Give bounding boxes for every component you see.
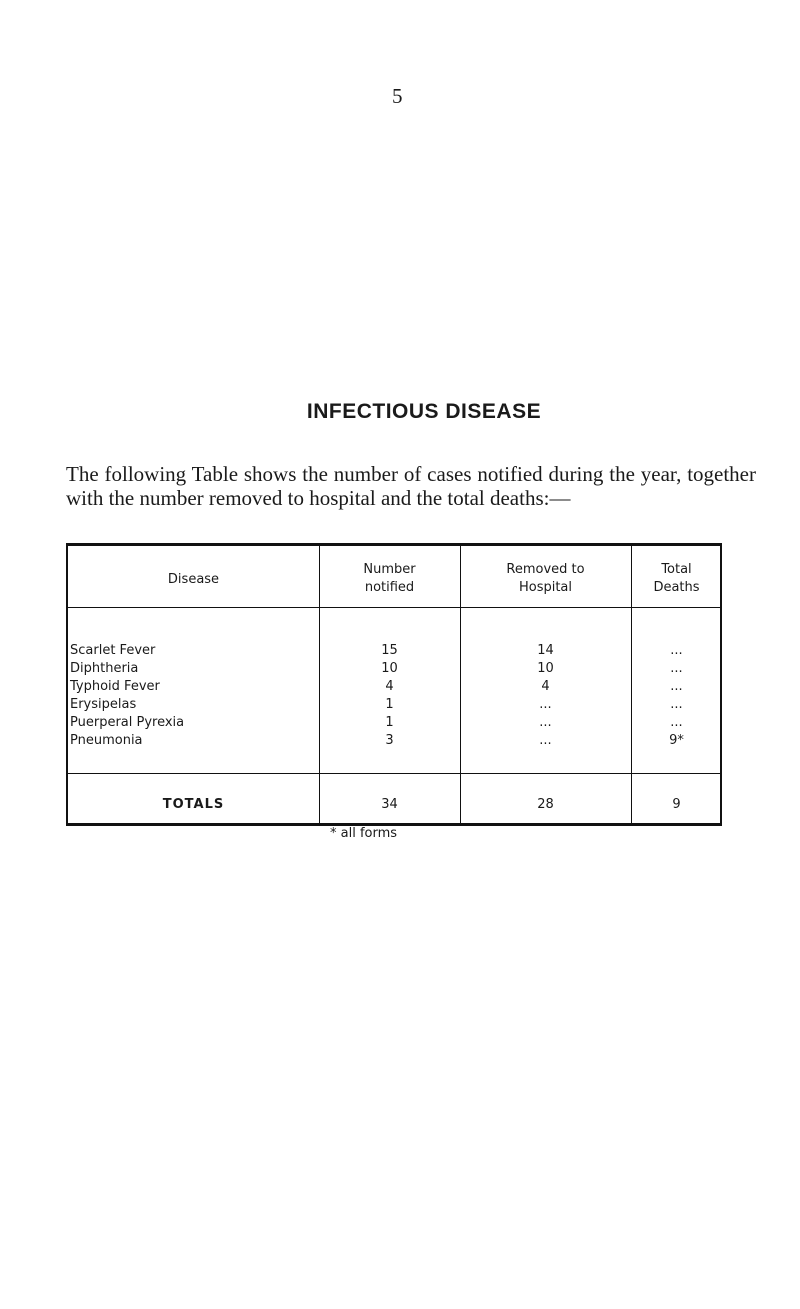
cell-deaths: ... [670,661,683,676]
header-disease: Disease [167,572,220,587]
cell-deaths: ... [670,679,683,694]
cell-removed: ... [539,697,552,712]
cell-deaths: ... [670,643,683,658]
header-removed [460,561,631,597]
cell-removed: 14 [537,643,554,658]
page-number: 5 [392,84,403,108]
cell-deaths: 9* [669,733,684,748]
cell-notified: 3 [385,733,394,748]
totals-divider [68,773,720,774]
header-removed-line1: Removed to [506,562,585,577]
cell-removed: ... [539,715,552,730]
header-divider [68,607,720,608]
header-deaths-line2: Deaths [653,580,700,595]
cell-deaths: ... [670,715,683,730]
cell-notified: 1 [385,697,394,712]
intro-paragraph: The following Table shows the number of cases notified during the year, together with the number removed to hospital and the total deaths:— [66,462,756,510]
cell-removed: 4 [541,679,550,694]
section-heading: INFECTIOUS DISEASE [306,400,542,423]
cell-disease: Pneumonia [70,733,143,748]
cell-disease: Puerperal Pyrexia [70,715,185,730]
header-removed-line2: Hospital [518,580,573,595]
footnote: * all forms [330,826,398,841]
cell-disease: Erysipelas [70,697,137,712]
cell-removed: ... [539,733,552,748]
totals-removed: 28 [537,797,554,812]
cell-disease: Scarlet Fever [70,643,156,658]
cell-notified: 4 [385,679,394,694]
infectious-disease-table [66,543,722,826]
cell-notified: 10 [381,661,398,676]
header-notified [319,561,460,597]
header-deaths [631,561,722,597]
cell-disease: Typhoid Fever [70,679,160,694]
cell-notified: 15 [381,643,398,658]
header-notified-line2: notified [364,580,415,595]
totals-label: TOTALS [162,797,225,812]
cell-disease: Diphtheria [70,661,139,676]
header-deaths-line1: Total [661,562,692,577]
cell-removed: 10 [537,661,554,676]
header-notified-line1: Number [363,562,416,577]
totals-notified: 34 [381,797,398,812]
totals-deaths: 9 [672,797,681,812]
cell-deaths: ... [670,697,683,712]
cell-notified: 1 [385,715,394,730]
